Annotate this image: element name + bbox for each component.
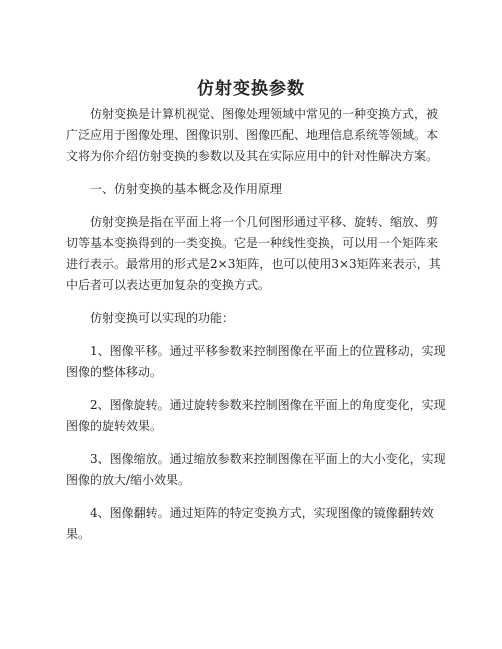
list-item-flip: 4、图像翻转。通过矩阵的特定变换方式，实现图像的镜像翻转效果。 — [66, 506, 434, 541]
document-body — [66, 104, 446, 557]
list-item-translation: 1、图像平移。通过平移参数来控制图像在平面上的位置移动，实现图像的整体移动。 — [66, 344, 446, 379]
section-heading: 一、仿射变换的基本概念及作用原理 — [90, 182, 283, 196]
list-item-scaling: 3、图像缩放。通过缩放参数来控制图像在平面上的大小变化，实现图像的放大/缩小效果。 — [66, 452, 446, 487]
list-item-rotation: 2、图像旋转。通过旋转参数来控制图像在平面上的角度变化，实现图像的旋转效果。 — [66, 398, 446, 433]
functions-intro-paragraph: 仿射变换可以实现的功能： — [90, 311, 235, 325]
intro-paragraph: 仿射变换是计算机视觉、图像处理领域中常见的一种变换方式，被广泛应用于图像处理、图像识别、图像匹配、地理信息系统等领域。本文将为你介绍仿射变换的参数以及其在实际应用中的针对性解决方案。 — [66, 107, 439, 163]
concept-paragraph: 仿射变换是指在平面上将一个几何图形通过平移、旋转、缩放、剪切等基本变换得到的一类变换。它是一种线性变换，可以用一个矩阵来进行表示。最常用的形式是2×3矩阵，也可以使用3×3矩阵来表示，其中后者可以表达更加复杂的变换方式。 — [66, 215, 441, 292]
document-title: 仿射变换参数 — [197, 79, 305, 99]
